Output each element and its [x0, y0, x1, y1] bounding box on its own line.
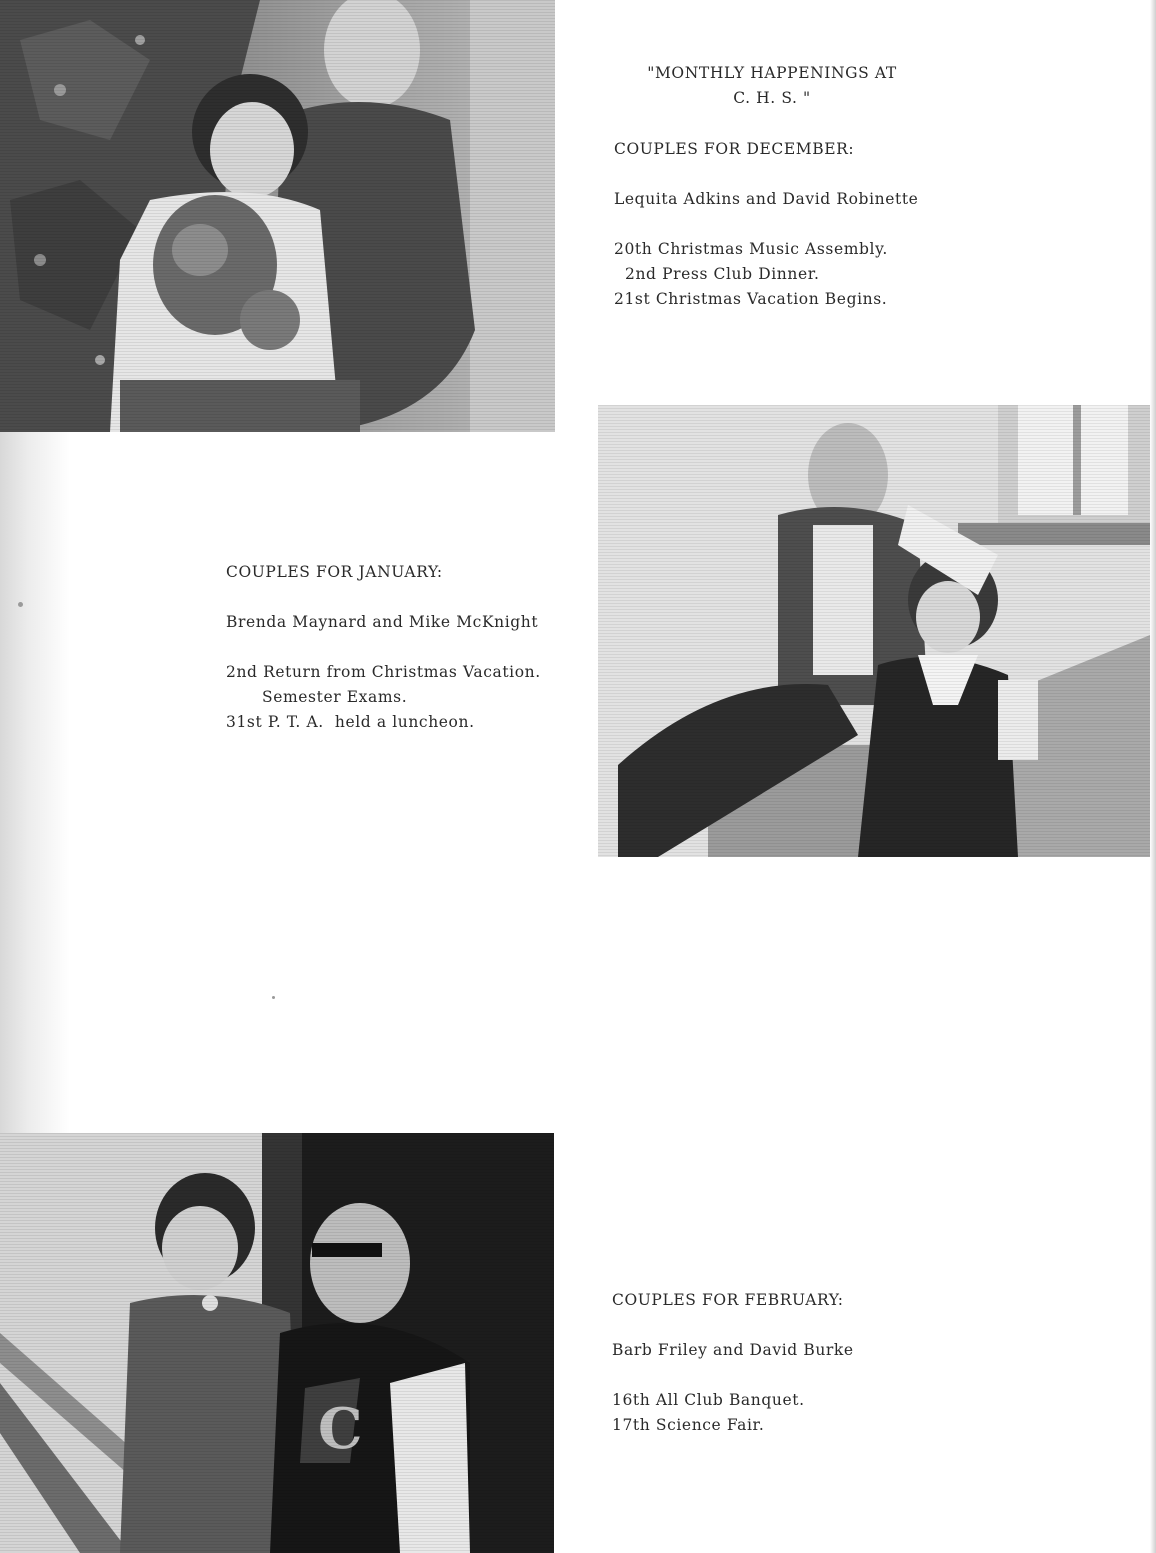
january-event: Semester Exams.	[262, 688, 408, 706]
january-event: 2nd Return from Christmas Vacation.	[226, 663, 541, 681]
january-heading: COUPLES FOR JANUARY:	[226, 563, 443, 581]
january-couple: Brenda Maynard and Mike McKnight	[226, 613, 539, 631]
page-edge-shadow	[1150, 0, 1156, 1553]
photo-january-couple	[598, 405, 1150, 857]
february-event: 16th All Club Banquet.	[612, 1391, 805, 1409]
photo-february-couple	[0, 1133, 554, 1553]
december-event: 20th Christmas Music Assembly.	[614, 240, 888, 258]
december-couple: Lequita Adkins and David Robinette	[614, 190, 919, 208]
february-section	[612, 1288, 972, 1438]
scan-speck	[272, 996, 275, 999]
january-event: 31st P. T. A. held a luncheon.	[226, 713, 475, 731]
page-title	[622, 61, 922, 111]
february-heading: COUPLES FOR FEBRUARY:	[612, 1291, 844, 1309]
page-title-line-1: "MONTHLY HAPPENINGS AT	[647, 64, 897, 82]
february-couple: Barb Friley and David Burke	[612, 1341, 854, 1359]
page-title-line-2: C. H. S. "	[733, 89, 811, 107]
december-heading: COUPLES FOR DECEMBER:	[614, 140, 855, 158]
december-section	[614, 61, 1014, 312]
scan-speck	[18, 602, 23, 607]
january-section	[226, 560, 586, 735]
december-event: 21st Christmas Vacation Begins.	[614, 290, 888, 308]
february-event: 17th Science Fair.	[612, 1416, 765, 1434]
december-event: 2nd Press Club Dinner.	[625, 265, 820, 283]
photo-december-couple	[0, 0, 555, 432]
